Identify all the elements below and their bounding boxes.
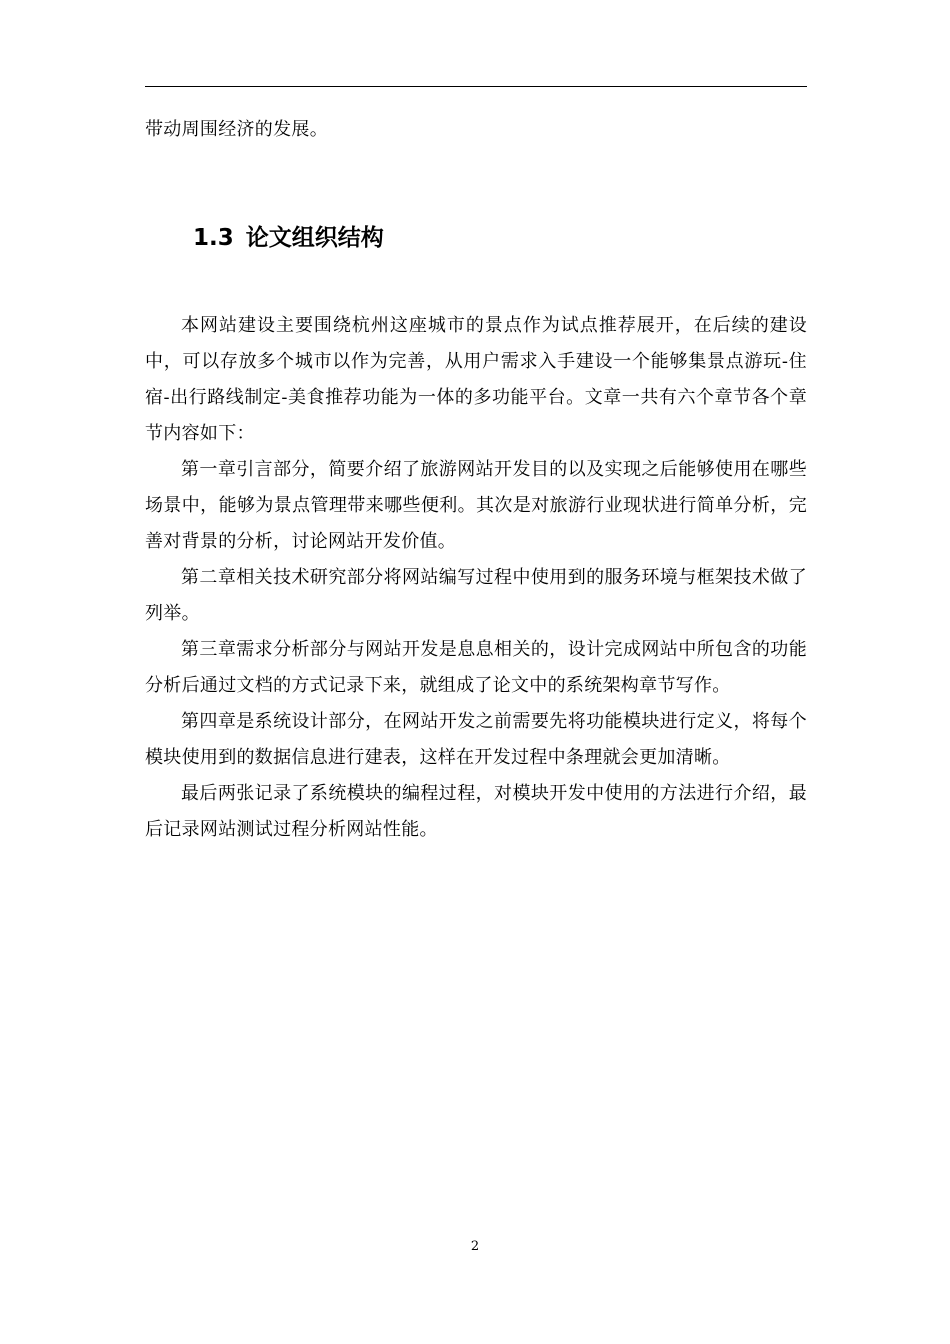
section-number: 1.3 [193,225,234,251]
paragraph: 最后两张记录了系统模块的编程过程，对模块开发中使用的方法进行介绍，最后记录网站测试过程分析网站性能。 [145,783,807,840]
paragraph: 第四章是系统设计部分，在网站开发之前需要先将功能模块进行定义，将每个模块使用到的数据信息进行建表，这样在开发过程中条理就会更加清晰。 [145,711,807,768]
paragraph: 第二章相关技术研究部分将网站编写过程中使用到的服务环境与框架技术做了列举。 [145,567,807,624]
header-rule [145,86,807,87]
paragraph: 第一章引言部分，简要介绍了旅游网站开发目的以及实现之后能够使用在哪些场景中，能够为景点管理带来哪些便利。其次是对旅游行业现状进行简单分析，完善对背景的分析，讨论网站开发价值。 [145,459,807,552]
section-body [145,308,807,848]
paragraph: 本网站建设主要围绕杭州这座城市的景点作为试点推荐展开，在后续的建设中，可以存放多个城市以作为完善，从用户需求入手建设一个能够集景点游玩-住宿-出行路线制定-美食推荐功能为一体的多功能平台。文章一共有六个章节各个章节内容如下： [145,315,807,444]
page-number: 2 [470,1239,480,1254]
section-heading [193,220,384,256]
section-title: 论文组织结构 [245,225,384,251]
paragraph: 第三章需求分析部分与网站开发是息息相关的，设计完成网站中所包含的功能分析后通过文档的方式记录下来，就组成了论文中的系统架构章节写作。 [145,639,807,696]
continuation-text: 带动周围经济的发展。 [145,119,328,140]
